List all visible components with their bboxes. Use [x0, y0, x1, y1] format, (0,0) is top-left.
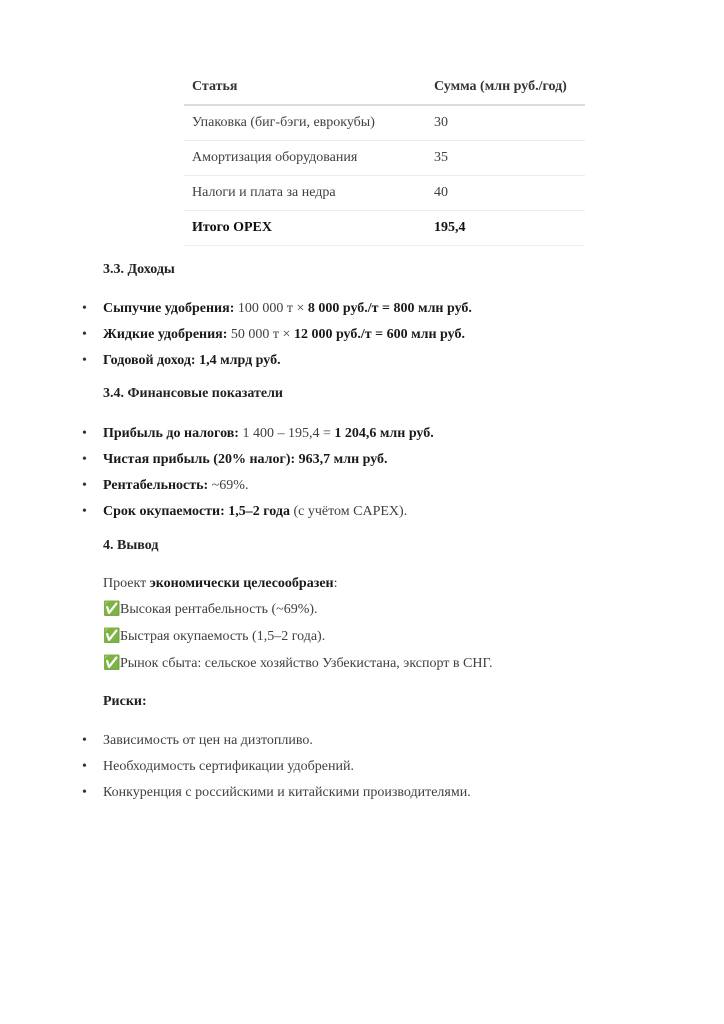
- risks-heading: Риски:: [103, 694, 147, 709]
- list-item-label: Срок окупаемости: 1,5–2 года: [103, 504, 290, 519]
- table-cell-item: Налоги и плата за недра: [184, 176, 426, 211]
- table-cell-amount: 35: [426, 141, 585, 176]
- list-item: [82, 757, 471, 783]
- check-mark-icon: ✅: [103, 629, 121, 644]
- conclusion-intro-text: Проект: [103, 576, 150, 591]
- list-item-text: 50 000 т ×: [227, 327, 294, 342]
- list-item: [82, 731, 471, 757]
- check-text: Быстрая окупаемость (1,5–2 года).: [120, 629, 326, 644]
- check-line: [103, 627, 325, 647]
- list-item-label: Сыпучие удобрения:: [103, 301, 235, 316]
- list-item-text: Зависимость от цен на дизтопливо.: [103, 733, 313, 748]
- check-text: Рынок сбыта: сельское хозяйство Узбекистана, экспорт в СНГ.: [120, 656, 493, 671]
- list-item-label: Жидкие удобрения:: [103, 327, 228, 342]
- list-item-label: Рентабельность:: [103, 478, 209, 493]
- list-item: [82, 476, 434, 502]
- table-row: [184, 176, 585, 211]
- list-item: [82, 783, 471, 809]
- conclusion-intro-tail: :: [333, 576, 338, 591]
- table-cell-item: Упаковка (биг-бэги, еврокубы): [184, 105, 426, 141]
- list-item-text: 1 400 – 195,4 =: [238, 426, 335, 441]
- check-line: [103, 654, 492, 674]
- list-item: [82, 325, 472, 351]
- table-header-amount: Сумма (млн руб./год): [426, 70, 585, 105]
- conclusion-intro: [103, 574, 338, 594]
- list-item-text: Необходимость сертификации удобрений.: [103, 759, 354, 774]
- list-item-text: (с учётом CAPEX).: [289, 504, 408, 519]
- check-line: [103, 600, 318, 620]
- conclusion-intro-bold: экономически целесообразен: [149, 576, 334, 591]
- list-item-label: Чистая прибыль (20% налог): 963,7 млн руб.: [103, 452, 388, 467]
- income-heading: 3.3. Доходы: [103, 262, 175, 277]
- list-item-text: Конкуренция с российскими и китайскими производителями.: [103, 785, 471, 800]
- list-item-bold: 12 000 руб./т = 600 млн руб.: [293, 327, 465, 342]
- list-item: [82, 450, 434, 476]
- list-item: [82, 299, 472, 325]
- check-mark-icon: ✅: [103, 656, 121, 671]
- table-total-row: [184, 211, 585, 246]
- finance-heading: 3.4. Финансовые показатели: [103, 386, 283, 401]
- table-total-label: Итого OPEX: [184, 211, 426, 246]
- table-header-item: Статья: [184, 70, 426, 105]
- table-row: [184, 105, 585, 141]
- list-item: [82, 351, 472, 377]
- list-item: [82, 502, 434, 528]
- list-item-bold: 1 204,6 млн руб.: [334, 426, 434, 441]
- list-item-text: 100 000 т ×: [234, 301, 308, 316]
- risks-list: [82, 731, 471, 809]
- table-header-row: [184, 70, 585, 105]
- table-cell-item: Амортизация оборудования: [184, 141, 426, 176]
- list-item: [82, 424, 434, 450]
- income-list: [82, 299, 472, 377]
- table-cell-amount: 40: [426, 176, 585, 211]
- list-item-label: Годовой доход: 1,4 млрд руб.: [103, 353, 281, 368]
- check-text: Высокая рентабельность (~69%).: [120, 602, 318, 617]
- list-item-label: Прибыль до налогов:: [103, 426, 239, 441]
- check-mark-icon: ✅: [103, 602, 121, 617]
- finance-list: [82, 424, 434, 528]
- list-item-text: ~69%.: [208, 478, 249, 493]
- list-item-bold: 8 000 руб./т = 800 млн руб.: [307, 301, 472, 316]
- table-cell-amount: 30: [426, 105, 585, 141]
- table-total-value: 195,4: [426, 211, 585, 246]
- table-row: [184, 141, 585, 176]
- conclusion-heading: 4. Вывод: [103, 538, 159, 553]
- opex-table: [184, 70, 585, 246]
